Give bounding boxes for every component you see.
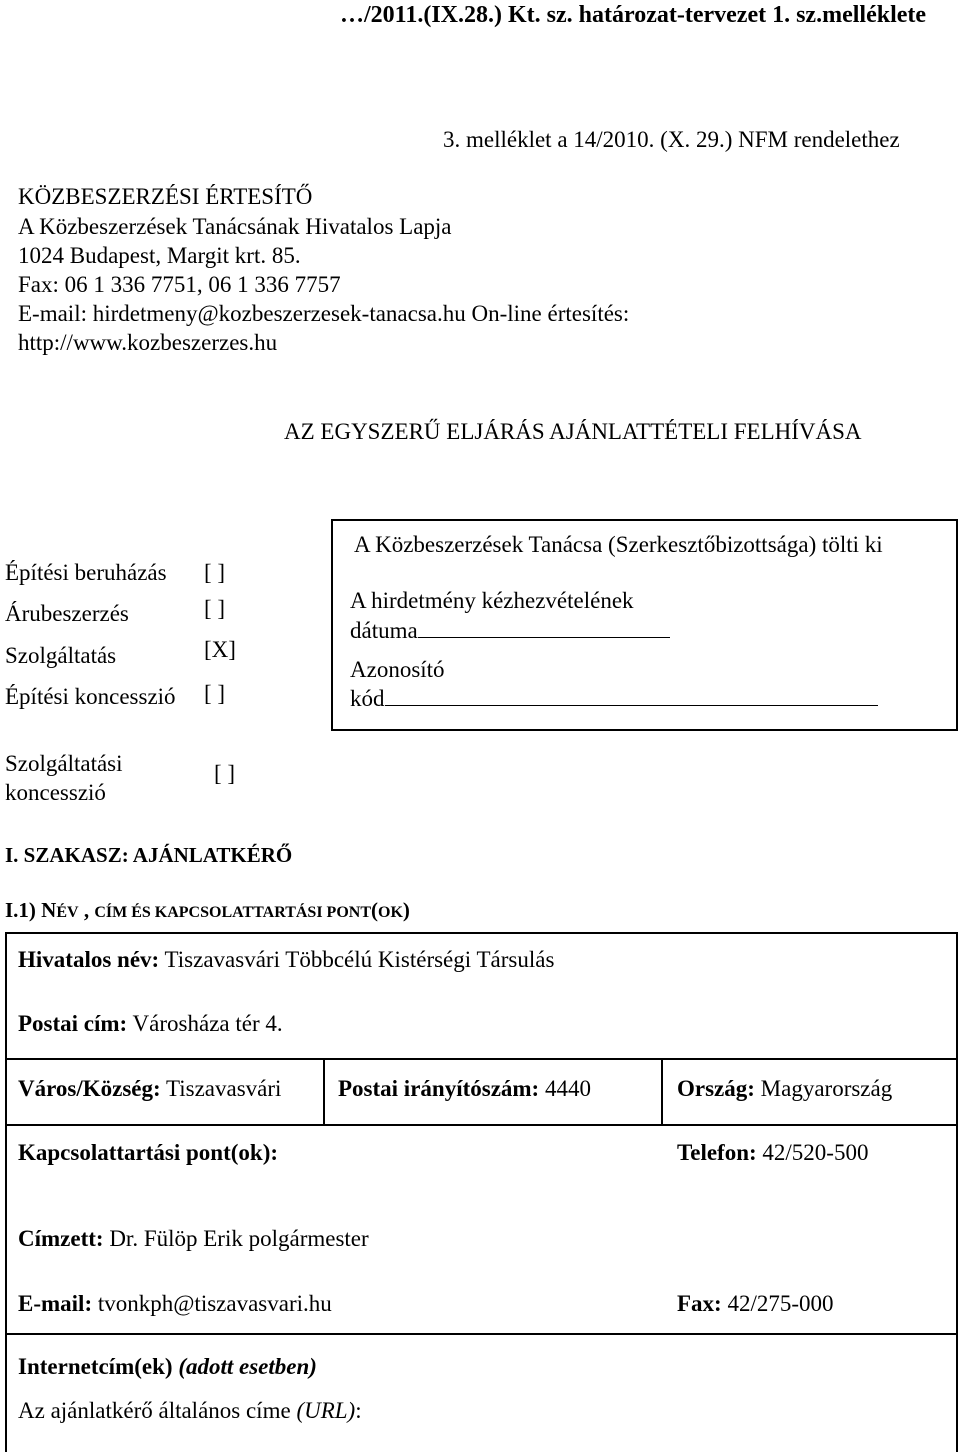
country-cell <box>677 1077 892 1100</box>
table-divider <box>5 1124 958 1126</box>
general-url-suffix: : <box>355 1398 362 1423</box>
subsection-part: N <box>41 898 57 922</box>
general-url-note: (URL) <box>296 1398 356 1423</box>
office-use-box <box>331 519 958 731</box>
city-cell <box>18 1077 281 1100</box>
addressee-row <box>18 1227 369 1250</box>
postal-address-row <box>18 1012 283 1035</box>
phone-label: Telefon: <box>677 1140 757 1165</box>
postal-address-value: Városháza tér 4. <box>127 1011 283 1036</box>
addressee-value: Dr. Fülöp Erik polgármester <box>103 1226 369 1251</box>
subsection-part: ÉV <box>56 904 79 921</box>
service-concession-checkbox: [ ] <box>214 761 236 786</box>
publisher-fax: Fax: 06 1 336 7751, 06 1 336 7757 <box>18 272 341 297</box>
identifier-blank <box>385 686 878 706</box>
postal-code-cell <box>338 1077 591 1100</box>
annex-reference-header: …/2011.(IX.28.) Kt. sz. határozat-tervezet 1. sz.melléklete <box>340 2 927 28</box>
postal-code-label: Postai irányítószám: <box>338 1076 540 1101</box>
publisher-name: KÖZBESZERZÉSI ÉRTESÍTŐ <box>18 184 313 209</box>
email-cell <box>18 1292 332 1315</box>
contract-type-label: Szolgáltatás <box>5 643 117 668</box>
email-label: E-mail: <box>18 1291 93 1316</box>
official-name-label: Hivatalos név: <box>18 947 160 972</box>
receipt-date-label: A hirdetmény kézhezvételének <box>350 588 634 613</box>
country-value: Magyarország <box>754 1076 893 1101</box>
section-title: I. SZAKASZ: AJÁNLATKÉRŐ <box>5 843 293 867</box>
city-label: Város/Község: <box>18 1076 161 1101</box>
subsection-part: ) <box>402 898 410 922</box>
table-divider <box>5 1333 958 1335</box>
regulation-reference: 3. melléklet a 14/2010. (X. 29.) NFM rendelethez <box>443 127 900 152</box>
subsection-number: I.1) <box>5 898 42 922</box>
receipt-date-blank <box>418 618 670 638</box>
subsection-part: ( <box>371 898 378 922</box>
publisher-subtitle: A Közbeszerzések Tanácsának Hivatalos Lapja <box>18 214 452 239</box>
contract-type-checkbox: [ ] <box>204 560 226 585</box>
receipt-date-field <box>350 618 670 642</box>
contract-type-label: Építési koncesszió <box>5 684 176 709</box>
general-url-label: Az ajánlatkérő általános címe <box>18 1398 297 1423</box>
fax-label: Fax: <box>677 1291 722 1316</box>
contact-points-label: Kapcsolattartási pont(ok): <box>18 1140 279 1165</box>
contract-type-checkbox: [ ] <box>204 596 226 621</box>
table-divider <box>661 1058 663 1124</box>
email-value: tvonkph@tiszavasvari.hu <box>92 1291 332 1316</box>
fax-value: 42/275-000 <box>721 1291 834 1316</box>
city-value: Tiszavasvári <box>160 1076 282 1101</box>
publisher-url: http://www.kozbeszerzes.hu <box>18 330 278 355</box>
contract-type-label: Építési beruházás <box>5 560 167 585</box>
contract-type-checkbox: [ ] <box>204 681 226 706</box>
service-concession-label-1: Szolgáltatási <box>5 751 123 776</box>
identifier-label-2: kód <box>350 686 385 711</box>
country-label: Ország: <box>677 1076 755 1101</box>
phone-cell <box>677 1141 868 1164</box>
subsection-part: CÍM ÉS KAPCSOLATTARTÁSI PONT <box>94 904 371 921</box>
office-use-heading: A Közbeszerzések Tanácsa (Szerkesztőbizottsága) tölti ki <box>354 532 883 557</box>
internet-row <box>18 1355 317 1378</box>
publisher-email: E-mail: hirdetmeny@kozbeszerzesek-tanacsa.hu On-line értesítés: <box>18 301 630 326</box>
document-title: AZ EGYSZERŰ ELJÁRÁS AJÁNLATTÉTELI FELHÍVÁSA <box>284 419 862 444</box>
subsection-title <box>5 898 410 921</box>
official-name-value: Tiszavasvári Többcélú Kistérségi Társulás <box>159 947 555 972</box>
table-divider <box>323 1058 325 1124</box>
subsection-part: , <box>78 898 95 922</box>
postal-code-value: 4440 <box>539 1076 591 1101</box>
subsection-part: OK <box>378 904 403 921</box>
internet-label-note: (adott esetben) <box>172 1354 317 1379</box>
official-name-row <box>18 948 554 971</box>
postal-address-label: Postai cím: <box>18 1011 128 1036</box>
publisher-address: 1024 Budapest, Margit krt. 85. <box>18 243 301 268</box>
identifier-field <box>350 686 878 710</box>
table-divider <box>5 1058 958 1060</box>
contract-type-label: Árubeszerzés <box>5 601 129 626</box>
addressee-label: Címzett: <box>18 1226 104 1251</box>
phone-value: 42/520-500 <box>756 1140 869 1165</box>
fax-cell <box>677 1292 834 1315</box>
receipt-date-label-2: dátuma <box>350 618 418 643</box>
service-concession-label-2: koncesszió <box>5 780 106 805</box>
contract-type-checkbox: [X] <box>204 637 236 662</box>
identifier-label: Azonosító <box>350 657 445 682</box>
internet-label: Internetcím(ek) <box>18 1354 173 1379</box>
general-url-row <box>18 1399 362 1422</box>
